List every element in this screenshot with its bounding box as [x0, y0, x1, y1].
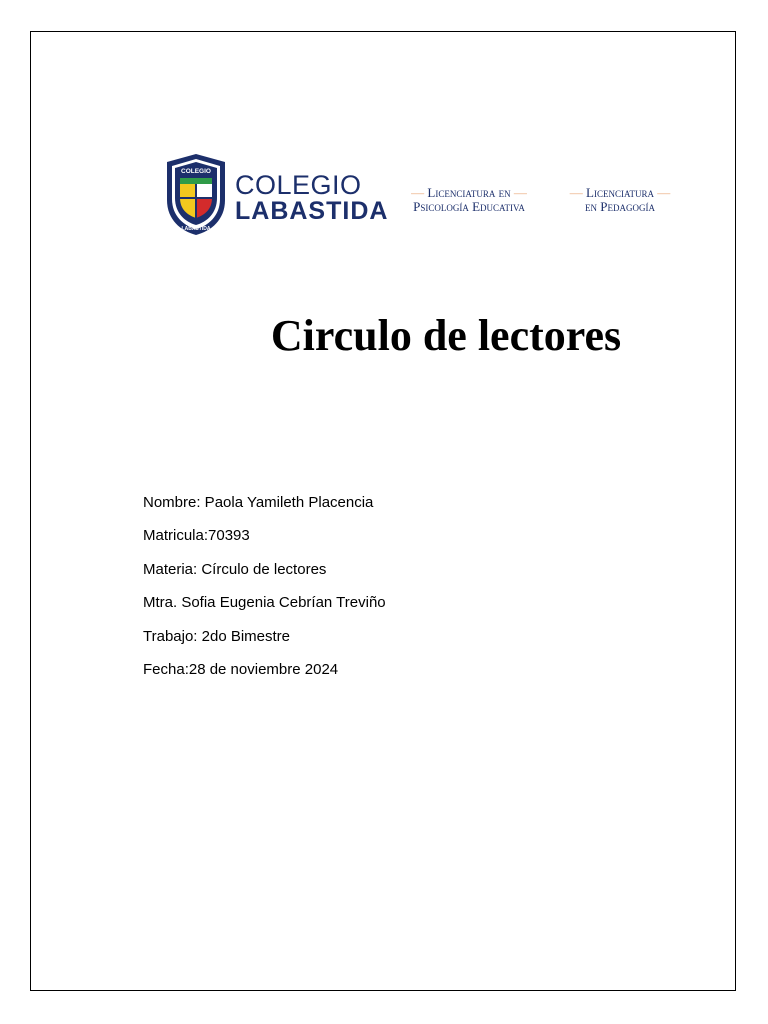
info-teacher: Mtra. Sofia Eugenia Cebrían Treviño — [143, 594, 386, 612]
program1-line1: Licenciatura en — [427, 185, 511, 200]
document-page — [30, 31, 736, 991]
brand-line2: LABASTIDA — [235, 197, 389, 225]
program2-line1: Licenciatura — [586, 185, 654, 200]
program-psicologia — [399, 186, 539, 215]
brand-line1: COLEGIO — [235, 170, 362, 200]
dash-icon: — — [411, 185, 428, 200]
info-fecha: Fecha:28 de noviembre 2024 — [143, 660, 339, 678]
crest-text-top: COLEGIO — [181, 168, 211, 175]
brand-wordmark — [235, 172, 388, 224]
dash-icon: — — [569, 185, 587, 200]
header-logos — [163, 152, 703, 237]
crest-text-bottom: LABASTIDA — [181, 226, 211, 232]
document-title: Circulo de lectores — [270, 311, 622, 360]
info-name: Nombre: Paola Yamileth Placencia — [143, 494, 374, 511]
program2-line2: en Pedagogía — [585, 199, 655, 215]
dash-icon: — — [510, 185, 527, 200]
info-materia: Materia: Círculo de lectores — [143, 560, 327, 578]
info-matricula: Matricula:70393 — [143, 527, 250, 545]
dash-icon: — — [653, 185, 671, 200]
school-crest-icon — [163, 152, 229, 237]
program-pedagogia — [555, 186, 685, 215]
student-info-list — [143, 494, 386, 694]
info-trabajo: Trabajo: 2do Bimestre — [143, 627, 291, 645]
program1-line2: Psicología Educativa — [413, 199, 525, 215]
